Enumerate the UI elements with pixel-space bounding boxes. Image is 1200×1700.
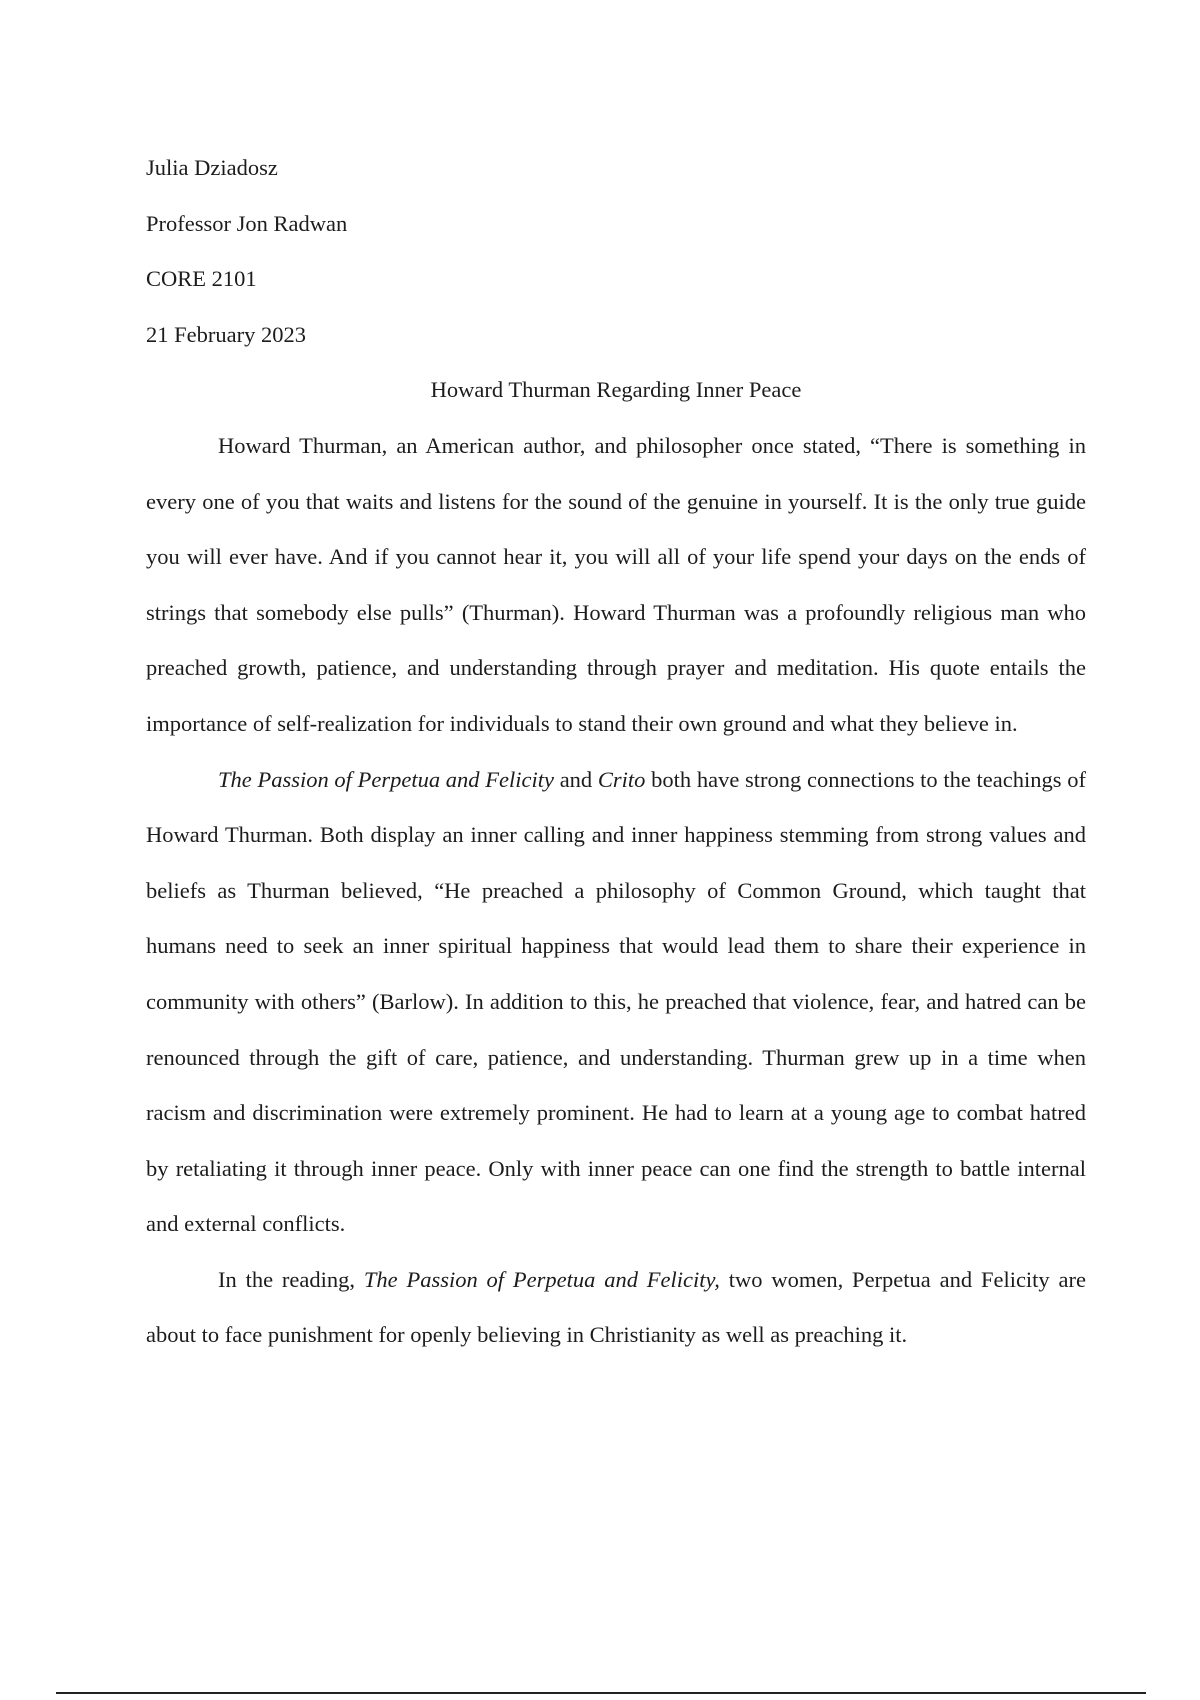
date: 21 February 2023 bbox=[146, 321, 306, 347]
page-bottom-rule bbox=[56, 1692, 1146, 1694]
paragraph-2-text: both have strong connections to the teachings of Howard Thurman. Both display an inner calling and inner happiness stemming from strong values and beliefs as Thurman believed, “He preached a philosophy of Common Ground, which taught that humans need to seek an inner spiritual happiness that would lead them to share their experience in community with others” (Barlow). In addition to this, he preached that violence, fear, and hatred can be renounced through the gift of care, patience, and understanding. Thurman grew up in a time when racism and discrimination were extremely prominent. He had to learn at a young age to combat hatred by retaliating it through inner peace. Only with inner peace can one find the strength to battle internal and external conflicts. bbox=[146, 766, 1086, 1237]
work-title-perpetua: The Passion of Perpetua and Felicity bbox=[218, 766, 554, 792]
author-name: Julia Dziadosz bbox=[146, 155, 278, 180]
document-page bbox=[146, 140, 1086, 1363]
course-code: CORE 2101 bbox=[146, 266, 257, 292]
paragraph-3-lead: In the reading, bbox=[218, 1266, 364, 1292]
work-title-crito: Crito bbox=[597, 766, 646, 792]
paragraph-3 bbox=[146, 1252, 1086, 1363]
conjunction: and bbox=[553, 766, 598, 792]
paragraph-1: Howard Thurman, an American author, and philosopher once stated, “There is something in every one of you that waits and listens for the sound of the genuine in yourself. It is the only true guide you will ever have. And if you cannot hear it, you will all of your life spend your days on the ends of strings that somebody else pulls” (Thurman). Howard Thurman was a profoundly religious man who preached growth, patience, and understanding through prayer and meditation. His quote entails the importance of self-realization for individuals to stand their own ground and what they believe in. bbox=[146, 432, 1086, 736]
work-title-perpetua: The Passion of Perpetua and Felicity, bbox=[363, 1266, 720, 1292]
essay-title: Howard Thurman Regarding Inner Peace bbox=[430, 377, 802, 403]
paragraph-2 bbox=[146, 752, 1086, 1252]
professor-name: Professor Jon Radwan bbox=[146, 210, 348, 236]
paragraph-3-text: two women, Perpetua and Felicity are about to face punishment for openly believing in Christianity as well as preaching it. bbox=[146, 1266, 1086, 1348]
